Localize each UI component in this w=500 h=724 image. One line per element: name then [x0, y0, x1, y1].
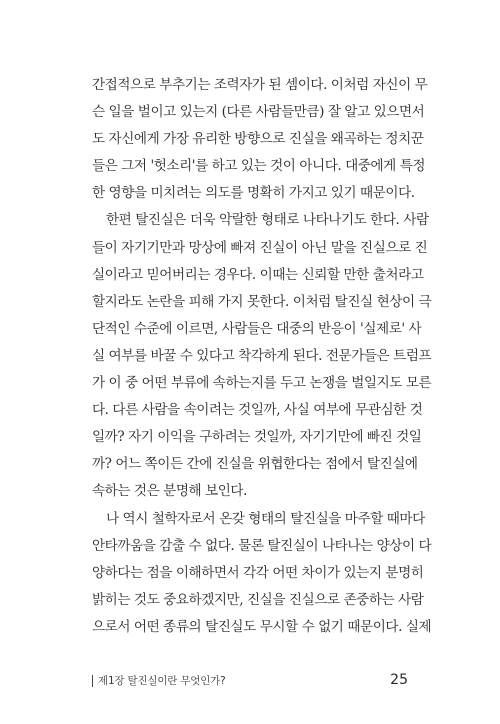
text-line: 실이라고 믿어버리는 경우다. 이때는 신뢰할 만한 출처라고 — [92, 266, 424, 283]
text-line: 한편 탈진실은 더욱 악랄한 형태로 나타나기도 한다. 사람 — [106, 212, 429, 229]
chapter-label: 제1장 탈진실이란 무엇인가? — [98, 675, 226, 687]
text-line: 가 이 중 어떤 부류에 속하는지를 두고 논쟁을 벌일지도 모른 — [92, 375, 432, 392]
text-line: 할지라도 논란을 피해 가지 못한다. 이처럼 탈진실 현상이 극 — [92, 293, 432, 310]
running-footer — [92, 672, 408, 692]
footer-separator — [92, 675, 93, 687]
paragraph — [92, 72, 428, 207]
page-body — [92, 72, 432, 641]
text-line: 안타까움을 감출 수 없다. 물론 탈진실이 나타나는 양상이 다 — [92, 537, 432, 554]
text-line: 밝히는 것도 중요하겠지만, 진실을 진실으로 존중하는 사람 — [92, 591, 424, 608]
paragraph — [92, 207, 432, 505]
text-line: 으로서 어떤 종류의 탈진실도 무시할 수 없기 때문이다. 실제 — [92, 618, 432, 635]
text-line: 도 자신에게 가장 유리한 방향으로 진실을 왜곡하는 정치꾼 — [92, 131, 424, 148]
text-line: 슨 일을 벌이고 있는지 (다른 사람들만큼) 잘 알고 있으면서 — [92, 104, 425, 121]
text-line: 다. 다른 사람을 속이려는 것일까, 사실 여부에 무관심한 것 — [92, 402, 423, 419]
text-line: 일까? 자기 이익을 구하려는 것일까, 자기기만에 빠진 것일 — [92, 429, 422, 446]
text-line: 양하다는 점을 이해하면서 각각 어떤 차이가 있는지 분명히 — [92, 564, 424, 581]
paragraph — [92, 506, 432, 641]
text-line: 까? 어느 쪽이든 간에 진실을 위협한다는 점에서 탈진실에 — [92, 456, 418, 473]
text-line: 간접적으로 부추기는 조력자가 된 셈이다. 이처럼 자신이 무 — [92, 77, 428, 93]
text-line: 단적인 수준에 이르면, 사람들은 대중의 반응이 '실제로' 사 — [92, 320, 422, 337]
text-line: 들은 그저 '헛소리'를 하고 있는 것이 아니다. 대중에게 특정 — [92, 158, 426, 175]
text-line: 들이 자기기만과 망상에 빠져 진실이 아닌 말을 진실으로 진 — [92, 239, 428, 256]
page-number: 25 — [390, 672, 408, 688]
text-line: 실 여부를 바꿀 수 있다고 착각하게 된다. 전문가들은 트럼프 — [92, 347, 432, 364]
text-line: 한 영향을 미치려는 의도를 명확히 가지고 있기 때문이다. — [92, 185, 415, 202]
text-line: 나 역시 철학자로서 온갖 형태의 탈진실을 마주할 때마다 — [106, 510, 425, 527]
text-line: 속하는 것은 분명해 보인다. — [92, 483, 247, 500]
